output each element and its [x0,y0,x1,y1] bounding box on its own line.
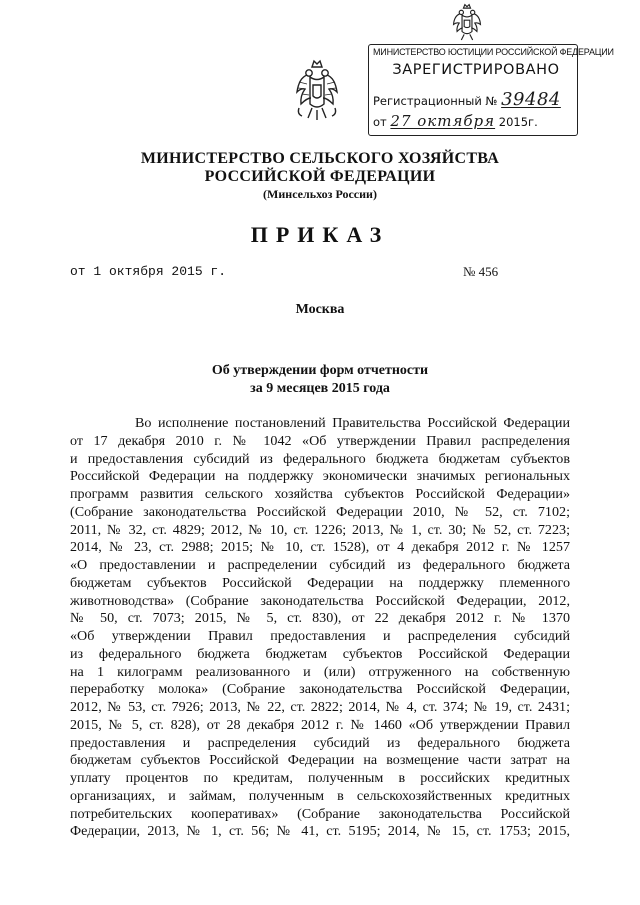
body-line: Федерации, 2013, № 1, ст. 56; № 41, ст. 5195; 2014, № 15, ст. 1753; 2015, [70,823,570,840]
order-date: от 1 октября 2015 г. [70,264,227,279]
registration-number-label: Регистрационный № [373,94,498,108]
registration-year: 2015 [498,115,529,129]
registration-number-handwritten: 39484 [501,89,561,110]
body-line: «Об утверждении Правил предоставления и распределения субсидий [70,628,570,644]
document-type-heading: ПРИКАЗ [250,222,390,247]
ministry-short-name: (Минсельхоз России) [263,187,377,201]
body-line: № 50, ст. 7073; 2015, № 5, ст. 830), от 22 декабря 2012 г. № 1370 [70,610,570,627]
order-body-text [70,415,570,841]
stamp-registration-number [373,89,561,110]
body-line: 2015, № 5, ст. 828), от 28 декабря 2012 г. № 1460 «Об утверждении Правил [70,716,570,733]
body-line: и предоставления субсидий из федерального бюджета бюджетам субъектов [70,450,570,467]
order-title-line2: за 9 месяцев 2015 года [250,381,390,396]
body-line: программ развития сельского хозяйства субъектов Российской Федерации» [70,486,570,502]
city: Москва [295,302,345,317]
body-line: организациях, и займам, полученным в сельскохозяйственных кредитных [70,787,570,804]
registration-year-suffix: г. [528,115,538,129]
registration-stamp [368,44,614,136]
body-line: потребительских кооперативах» (Собрание законодательства Российской [70,805,570,822]
justice-ministry-emblem [450,3,484,43]
body-line: 2011, № 32, ст. 4829; 2012, № 10, ст. 1226; 2013, № 1, ст. 30; № 52, ст. 7223; [70,521,570,538]
body-line: на 1 килограмм реализованного и (или) отгруженного на собственную [70,663,570,680]
body-line: «О предоставлении и распределении субсидий из федерального бюджета [70,557,570,573]
stamp-registration-date [373,112,538,130]
body-line: животноводства» (Собрание законодательства Российской Федерации, 2012, [70,592,570,609]
ministry-name-line2: РОССИЙСКОЙ ФЕДЕРАЦИИ [204,168,436,185]
body-line: уплату процентов по кредитам, полученным в российских кредитных [70,770,570,786]
coat-of-arms-emblem [293,58,341,128]
body-line: (Собрание законодательства Российской Федерации 2010, № 52, ст. 7102; [70,503,570,520]
body-line: Во исполнение постановлений Правительства Российской Федерации [135,415,570,431]
registration-date-handwritten: 27 октября [390,112,496,130]
body-line: из федерального бюджета бюджетам субъектов Российской Федерации [70,645,570,662]
stamp-ministry-name: МИНИСТЕРСТВО ЮСТИЦИИ РОССИЙСКОЙ ФЕДЕРАЦИИ [373,47,614,57]
body-line: Российской Федерации на поддержку экономически значимых региональных [70,468,570,485]
body-line: бюджетам субъектов Российской Федерации на возмещение части затрат на [70,752,570,769]
body-line: 2012, № 53, ст. 7926; 2013, № 22, ст. 2822; 2014, № 4, ст. 374; № 19, ст. 2431; [70,699,570,715]
ministry-name-line1: МИНИСТЕРСТВО СЕЛЬСКОГО ХОЗЯЙСТВА [140,150,500,167]
body-line: от 17 декабря 2010 г. № 1042 «Об утверждении Правил распределения [70,432,570,449]
registration-date-label: от [373,115,387,129]
order-title-line1: Об утверждении форм отчетности [211,363,429,378]
order-number: № 456 [463,264,499,279]
body-line: предоставления и распределения субсидий из федерального бюджета [70,734,570,751]
body-line: бюджетам субъектов Российской Федерации на поддержку племенного [70,574,570,591]
body-line: 2014, № 23, ст. 2988; 2015; № 10, ст. 1528), от 4 декабря 2012 г. № 1257 [70,539,570,556]
body-line: переработку молока» (Собрание законодательства Российской Федерации, [70,681,570,698]
stamp-registered-label: ЗАРЕГИСТРИРОВАНО [392,62,560,78]
